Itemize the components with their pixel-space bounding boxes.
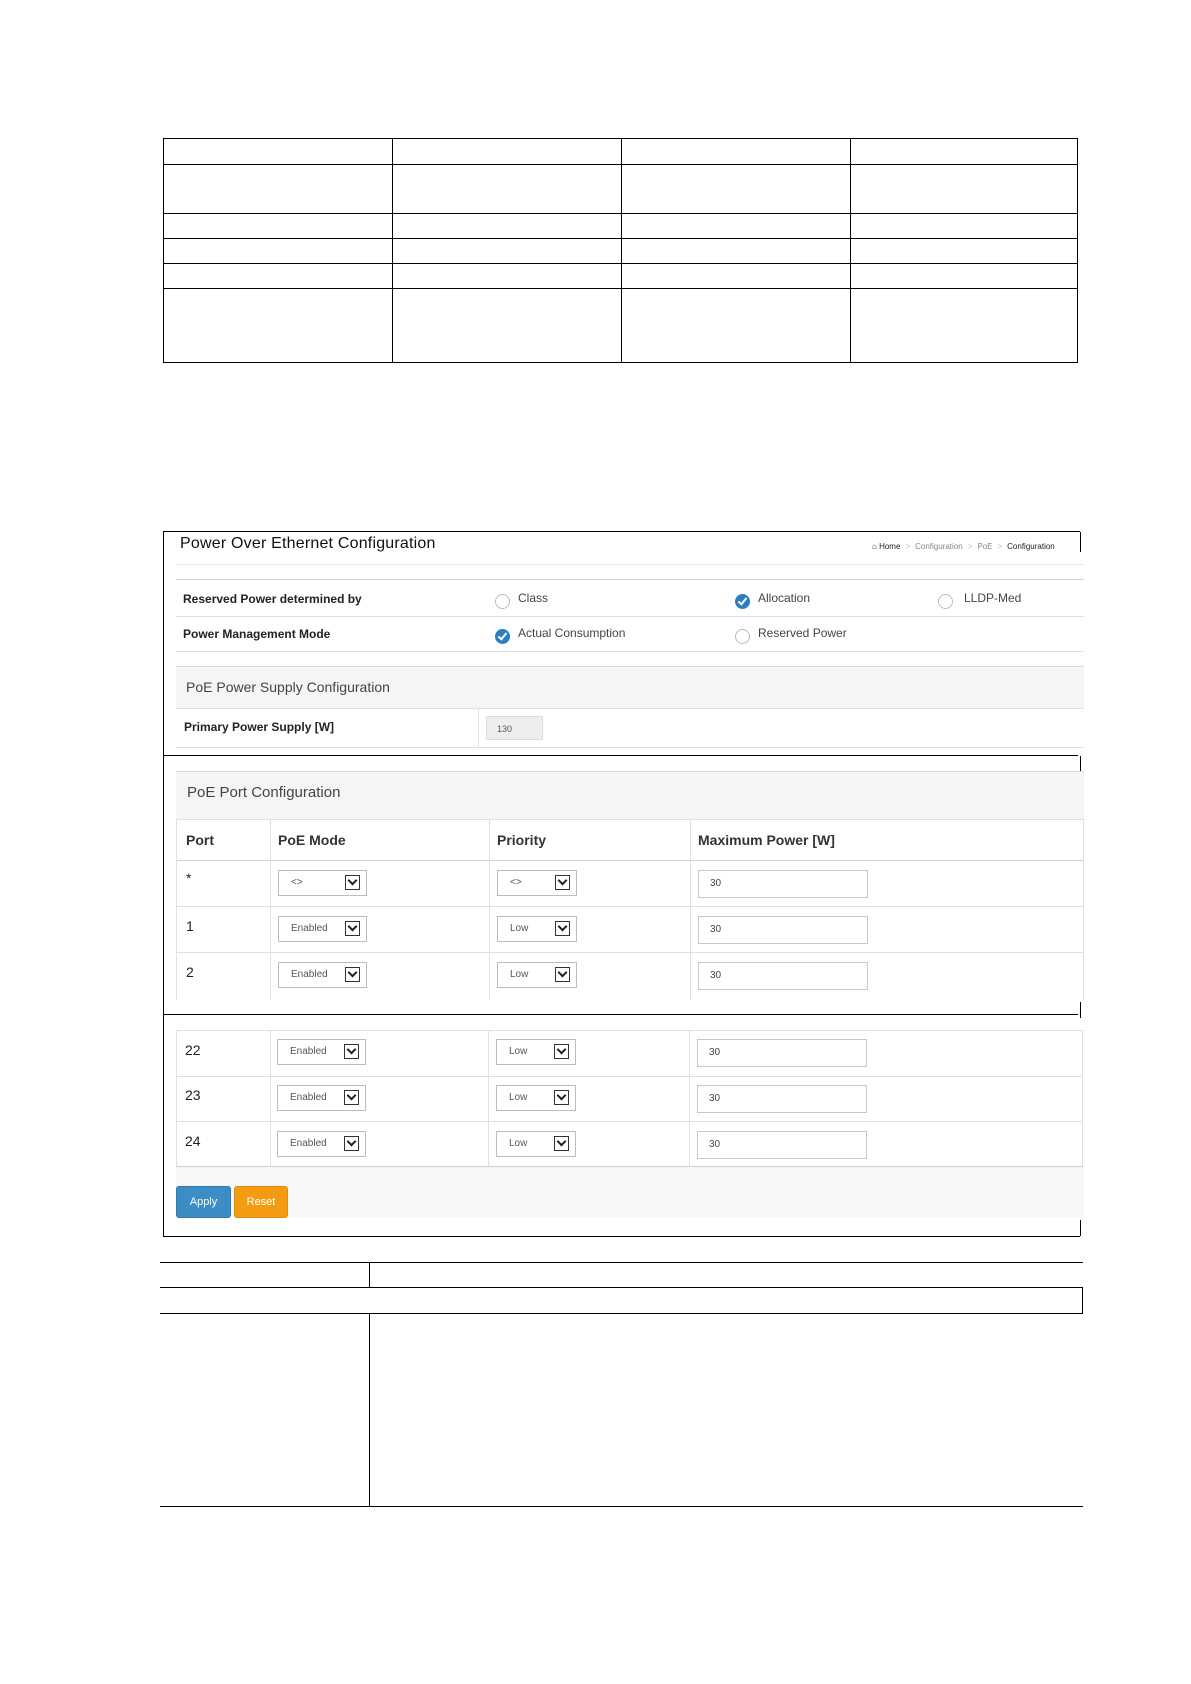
priority-select[interactable] (496, 1039, 576, 1065)
col-divider (690, 820, 691, 1000)
chevron-down-icon (345, 921, 360, 936)
poe-mode-select[interactable] (278, 962, 367, 988)
chevron-down-icon (555, 967, 570, 982)
col-poe-mode: PoE Mode (278, 832, 346, 848)
reset-button[interactable]: Reset (234, 1186, 288, 1218)
max-power-input[interactable]: 30 (698, 962, 868, 990)
chevron-down-icon (345, 875, 360, 890)
max-power-input[interactable]: 30 (697, 1039, 867, 1067)
settings-bottom-border (176, 651, 1084, 652)
option-class-label: Class (518, 591, 549, 605)
poe-mode-select[interactable] (278, 870, 367, 896)
port-cell: 22 (185, 1042, 201, 1058)
priority-select[interactable] (496, 1085, 576, 1111)
chevron-down-icon (555, 875, 570, 890)
breadcrumb-configuration[interactable]: Configuration (915, 542, 963, 551)
breadcrumb-home[interactable]: Home (879, 542, 901, 551)
breadcrumb-current: Configuration (1007, 542, 1055, 551)
col-port: Port (186, 832, 214, 848)
poe-mode-value: Enabled (291, 923, 328, 934)
frame-divider-2 (163, 1014, 1078, 1015)
row-divider (176, 952, 1084, 953)
col-divider (176, 820, 177, 1000)
poe-mode-select[interactable] (277, 1131, 366, 1157)
port-cell: 23 (185, 1087, 201, 1103)
poe-mode-value: <> (291, 877, 303, 888)
chevron-down-icon (554, 1090, 569, 1105)
supply-section-header (176, 666, 1084, 709)
port-cell: 2 (186, 964, 194, 980)
radio-actual-consumption[interactable] (495, 629, 510, 644)
poe-mode-value: Enabled (290, 1046, 327, 1057)
max-power-input[interactable]: 30 (698, 916, 868, 944)
chevron-down-icon (345, 967, 360, 982)
button-bar (176, 1167, 1084, 1217)
bottom-table-line (160, 1506, 1083, 1507)
supply-bottom-border (176, 747, 1084, 748)
port-cell: 1 (186, 918, 194, 934)
priority-value: Low (510, 969, 529, 980)
col-divider (176, 1030, 177, 1166)
col-priority: Priority (497, 832, 547, 848)
settings-top-border (176, 579, 1084, 580)
priority-select[interactable] (497, 962, 577, 988)
bottom-table-line (160, 1313, 1083, 1314)
max-power-input[interactable]: 30 (697, 1131, 867, 1159)
col-divider (689, 1030, 690, 1166)
chevron-down-icon (344, 1044, 359, 1059)
primary-supply-label: Primary Power Supply [W] (184, 720, 335, 734)
option-lldp-med-label: LLDP-Med (964, 591, 1022, 605)
bottom-table-col (1082, 1287, 1083, 1313)
option-allocation-label: Allocation (758, 591, 811, 605)
ports-header-bottom (176, 819, 1084, 820)
priority-select[interactable] (497, 916, 577, 942)
option-actual-consumption-label: Actual Consumption (518, 626, 626, 640)
option-reserved-power-label: Reserved Power (758, 626, 847, 640)
row-divider (176, 1121, 1083, 1122)
poe-mode-select[interactable] (277, 1039, 366, 1065)
colhead-divider (176, 860, 1084, 861)
poe-mode-value: Enabled (290, 1092, 327, 1103)
chevron-down-icon (344, 1136, 359, 1151)
chevron-down-icon (344, 1090, 359, 1105)
primary-supply-value: 130 (486, 716, 543, 740)
radio-class[interactable] (495, 594, 510, 609)
priority-select[interactable] (497, 870, 577, 896)
col-divider (270, 820, 271, 1000)
radio-lldp-med[interactable] (938, 594, 953, 609)
empty-parameter-table (163, 138, 1078, 363)
priority-value: Low (509, 1138, 528, 1149)
col-divider (270, 1030, 271, 1166)
col-divider (489, 820, 490, 1000)
col-divider (1083, 820, 1084, 1000)
poe-mode-value: Enabled (291, 969, 328, 980)
col-divider (1082, 1030, 1083, 1166)
radio-reserved-power[interactable] (735, 629, 750, 644)
power-mgmt-label: Power Management Mode (183, 627, 331, 641)
home-icon[interactable]: ⌂ (872, 542, 877, 551)
priority-value: Low (510, 923, 529, 934)
priority-value: Low (509, 1092, 528, 1103)
apply-button[interactable]: Apply (176, 1186, 231, 1218)
row-divider (176, 1030, 1083, 1031)
breadcrumb-poe[interactable]: PoE (977, 542, 993, 551)
bottom-table-line (160, 1287, 1083, 1288)
frame-divider-1 (163, 755, 1078, 756)
chevron-down-icon (554, 1044, 569, 1059)
row-divider (176, 1076, 1083, 1077)
settings-row-divider (176, 616, 1084, 617)
priority-select[interactable] (496, 1131, 576, 1157)
title-divider (176, 564, 1084, 565)
col-divider (488, 1030, 489, 1166)
poe-mode-select[interactable] (278, 916, 367, 942)
bottom-table-col (369, 1313, 370, 1506)
poe-mode-select[interactable] (277, 1085, 366, 1111)
supply-header-divider (176, 708, 1084, 709)
port-cell: * (186, 870, 192, 886)
supply-col-divider (478, 709, 479, 747)
priority-value: Low (509, 1046, 528, 1057)
ports-section-header (176, 771, 1084, 820)
radio-allocation[interactable] (735, 594, 750, 609)
poe-mode-value: Enabled (290, 1138, 327, 1149)
row-divider (176, 906, 1084, 907)
ports-section-title: PoE Port Configuration (187, 784, 341, 801)
chevron-down-icon (554, 1136, 569, 1151)
reserved-power-label: Reserved Power determined by (183, 592, 362, 606)
page-title: Power Over Ethernet Configuration (180, 535, 436, 552)
breadcrumb: ⌂ Home > Configuration > PoE > Configuration (872, 542, 1055, 551)
supply-section-title: PoE Power Supply Configuration (186, 679, 390, 695)
chevron-down-icon (555, 921, 570, 936)
priority-value: <> (510, 877, 522, 888)
bottom-table-col (369, 1262, 370, 1287)
max-power-input[interactable]: 30 (698, 870, 868, 898)
bottom-table-line (160, 1262, 1083, 1263)
port-cell: 24 (185, 1133, 201, 1149)
max-power-input[interactable]: 30 (697, 1085, 867, 1113)
col-max-power: Maximum Power [W] (698, 832, 835, 848)
